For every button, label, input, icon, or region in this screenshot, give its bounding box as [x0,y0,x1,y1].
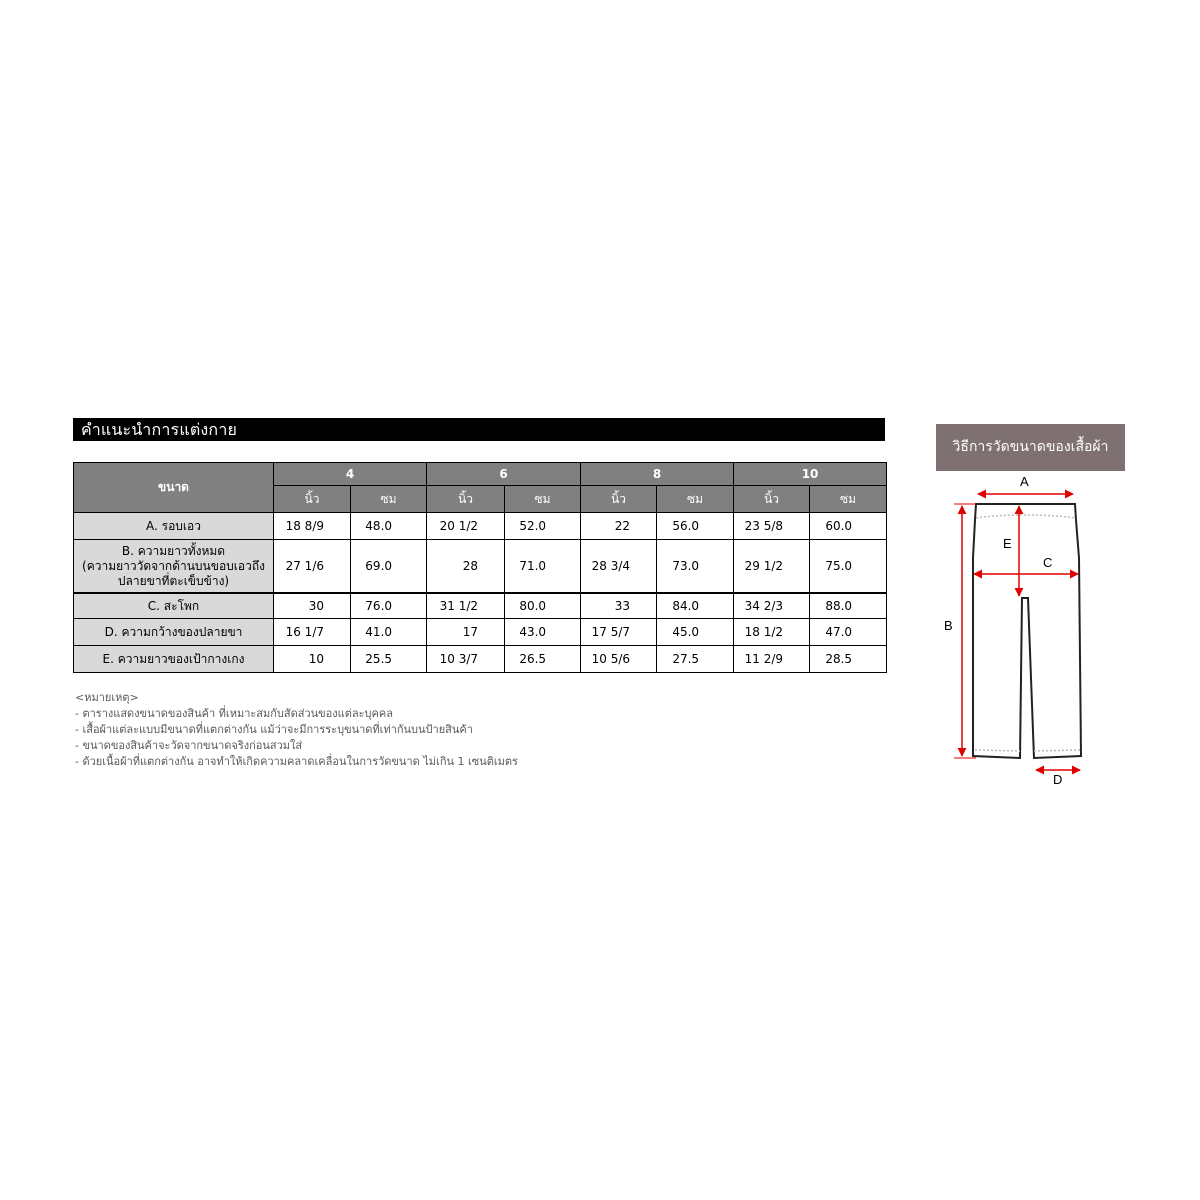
table-cell: 48.0 [351,513,427,540]
table-cell: 25.5 [351,646,427,673]
table-cell: 88.0 [810,593,887,619]
table-cell: 29 1/2 [734,540,810,594]
unit-inch-header: นิ้ว [427,486,505,513]
table-cell: 45.0 [657,619,734,646]
table-row-rise [74,646,887,673]
table-cell: 34 2/3 [734,593,810,619]
page-title: คำแนะนำการแต่งกาย [73,418,885,441]
table-cell: 10 [274,646,351,673]
howto-title: วิธีการวัดขนาดของเสื้อผ้า [936,424,1125,471]
table-cell: 43.0 [505,619,581,646]
table-cell: 10 3/7 [427,646,505,673]
pants-diagram [930,470,1110,800]
table-cell: 76.0 [351,593,427,619]
table-cell: 75.0 [810,540,887,594]
unit-cm-header: ซม [505,486,581,513]
table-cell: 17 [427,619,505,646]
table-cell: 26.5 [505,646,581,673]
table-cell: 16 1/7 [274,619,351,646]
size-10-header: 10 [734,463,887,486]
table-cell: 47.0 [810,619,887,646]
table-cell: 73.0 [657,540,734,594]
label-b: B [944,618,953,633]
row-label: C. สะโพก [74,593,274,619]
size-4-header: 4 [274,463,427,486]
note-item: - ตารางแสดงขนาดของสินค้า ที่เหมาะสมกับสัดส่วนของแต่ละบุคคล [75,707,393,720]
size-table [73,462,887,673]
table-cell: 11 2/9 [734,646,810,673]
size-header: ขนาด [74,463,274,513]
table-row-waist [74,513,887,540]
table-cell: 10 5/6 [581,646,657,673]
label-e: E [1003,536,1012,551]
table-cell: 23 5/8 [734,513,810,540]
row-label-line: B. ความยาวทั้งหมด [121,543,226,558]
size-8-header: 8 [581,463,734,486]
size-6-header: 6 [427,463,581,486]
table-cell: 17 5/7 [581,619,657,646]
table-cell: 20 1/2 [427,513,505,540]
table-cell: 28.5 [810,646,887,673]
table-cell: 31 1/2 [427,593,505,619]
row-label [74,540,274,594]
row-label-line: (ความยาววัดจากด้านบนขอบเอวถึง [82,558,265,573]
table-cell: 33 [581,593,657,619]
table-cell: 30 [274,593,351,619]
table-row-hip [74,593,887,619]
unit-cm-header: ซม [657,486,734,513]
table-cell: 28 3/4 [581,540,657,594]
table-row-length [74,540,887,594]
unit-inch-header: นิ้ว [274,486,351,513]
label-c: C [1043,555,1053,570]
table-cell: 80.0 [505,593,581,619]
note-item: - ด้วยเนื้อผ้าที่แตกต่างกัน อาจทำให้เกิดความคลาดเคลื่อนในการวัดขนาด ไม่เกิน 1 เซนติเมตร [75,755,518,768]
table-cell: 52.0 [505,513,581,540]
notes [75,690,518,770]
unit-cm-header: ซม [810,486,887,513]
table-row-leg-opening [74,619,887,646]
table-cell: 84.0 [657,593,734,619]
table-cell: 71.0 [505,540,581,594]
note-item: - เสื้อผ้าแต่ละแบบมีขนาดที่แตกต่างกัน แม้ว่าจะมีการระบุขนาดที่เท่ากันบนป้ายสินค้า [75,723,473,736]
table-cell: 60.0 [810,513,887,540]
label-a: A [1020,474,1029,489]
unit-inch-header: นิ้ว [734,486,810,513]
table-cell: 41.0 [351,619,427,646]
table-cell: 18 8/9 [274,513,351,540]
table-cell: 18 1/2 [734,619,810,646]
row-label: A. รอบเอว [74,513,274,540]
row-label: D. ความกว้างของปลายขา [74,619,274,646]
row-label-line: ปลายขาที่ตะเข็บข้าง) [117,573,230,588]
row-label: E. ความยาวของเป้ากางเกง [74,646,274,673]
label-d: D [1053,772,1063,787]
pants-outline [973,504,1081,758]
table-cell: 22 [581,513,657,540]
table-cell: 69.0 [351,540,427,594]
table-cell: 56.0 [657,513,734,540]
notes-heading: <หมายเหตุ> [75,691,139,704]
table-cell: 27 1/6 [274,540,351,594]
unit-cm-header: ซม [351,486,427,513]
table-cell: 28 [427,540,505,594]
unit-inch-header: นิ้ว [581,486,657,513]
table-cell: 27.5 [657,646,734,673]
note-item: - ขนาดของสินค้าจะวัดจากขนาดจริงก่อนสวมใส่ [75,739,303,752]
